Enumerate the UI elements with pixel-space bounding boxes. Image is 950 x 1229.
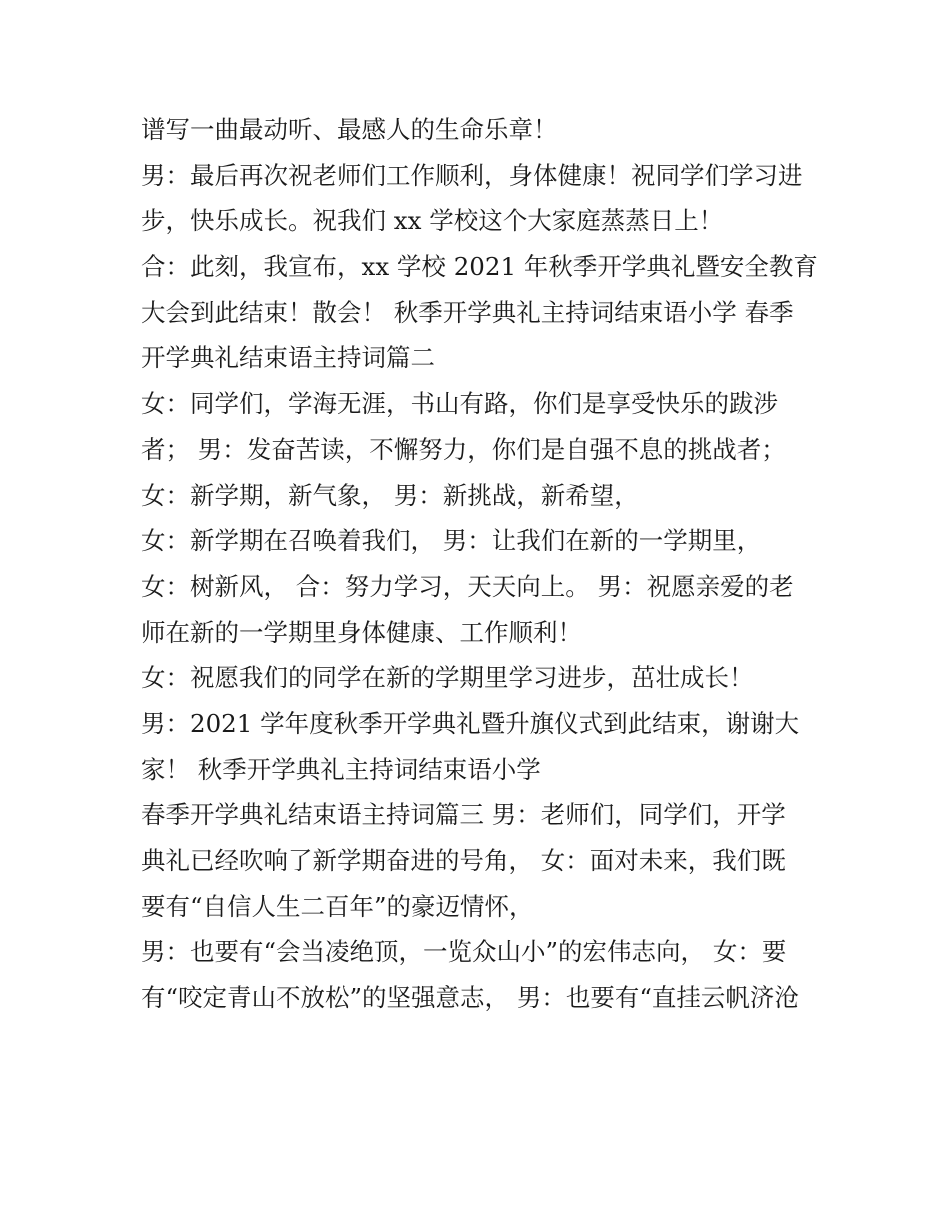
text-line: 女：同学们，学海无涯，书山有路，你们是享受快乐的跋涉 [141, 389, 778, 419]
text-line: 步，快乐成长。祝我们 xx 学校这个大家庭蒸蒸日上！ [141, 206, 724, 236]
text-line: 女：新学期在召唤着我们， 男：让我们在新的一学期里， [141, 526, 762, 556]
text-line: 师在新的一学期里身体健康、工作顺利！ [141, 617, 582, 647]
text-line: 要有“自信人生二百年”的豪迈情怀， [141, 891, 534, 921]
text-line: 谱写一曲最动听、最感人的生命乐章！ [141, 115, 558, 144]
text-line: 大会到此结束！散会！ 秋季开学典礼主持词结束语小学 春季 [141, 297, 794, 327]
text-line: 男：2021 学年度秋季开学典礼暨升旗仪式到此结束，谢谢大 [141, 708, 800, 738]
text-line: 春季开学典礼结束语主持词篇三 男：老师们，同学们，开学 [141, 800, 786, 830]
document-text-body [141, 107, 821, 1021]
text-line: 男：最后再次祝老师们工作顺利，身体健康！祝同学们学习进 [141, 160, 803, 190]
text-line: 典礼已经吹响了新学期奋进的号角， 女：面对未来，我们既 [141, 846, 786, 875]
text-line: 合：此刻，我宣布，xx 学校 2021 年秋季开学典礼暨安全教育 [141, 252, 818, 282]
text-line: 开学典礼结束语主持词篇二 [141, 343, 435, 373]
text-line: 者； 男：发奋苦读，不懈努力，你们是自强不息的挑战者； [141, 434, 786, 464]
text-line: 男：也要有“会当凌绝顶，一览众山小”的宏伟志向， 女：要 [141, 937, 787, 967]
text-line: 有“咬定青山不放松”的坚强意志， 男：也要有“直挂云帆济沧 [141, 983, 799, 1013]
text-line: 女：祝愿我们的同学在新的学期里学习进步，茁壮成长！ [141, 663, 754, 693]
text-line: 家！ 秋季开学典礼主持词结束语小学 [141, 754, 541, 784]
text-line: 女：新学期，新气象， 男：新挑战，新希望， [141, 480, 639, 510]
text-line: 女：树新风， 合：努力学习，天天向上。 男：祝愿亲爱的老 [141, 571, 794, 601]
